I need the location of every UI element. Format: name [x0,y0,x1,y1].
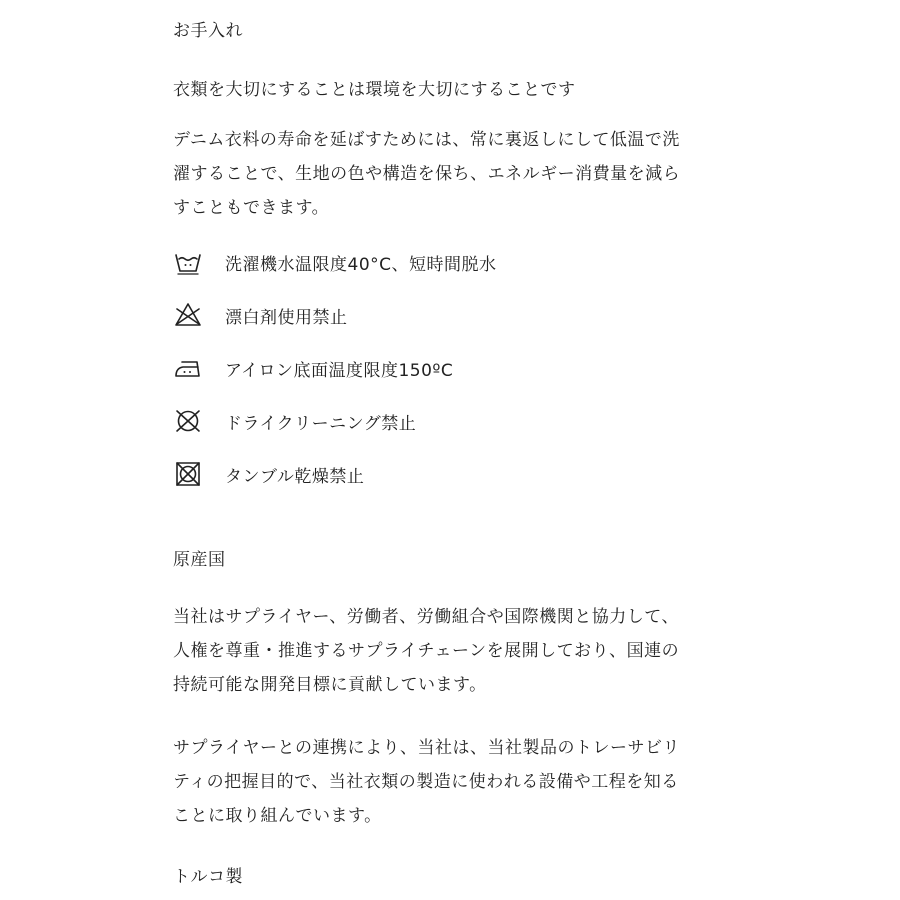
origin-paragraph-line: 人権を尊重・推進するサプライチェーンを展開しており、国連の [173,641,680,661]
care-instruction-label: タンブル乾燥禁止 [225,466,365,487]
no-bleach-icon [173,300,203,330]
wash-tub-40-icon [173,247,203,277]
care-instruction-label: ドライクリーニング禁止 [225,413,417,434]
origin-heading: 原産国 [173,550,226,570]
care-instruction-label: 漂白剤使用禁止 [225,307,348,328]
care-subheading: 衣類を大切にすることは環境を大切にすることです [173,80,576,100]
origin-paragraph-line: 持続可能な開発目標に貢献しています。 [173,675,487,695]
origin-paragraph-2 [173,731,733,833]
origin-paragraph-line: サプライヤーとの連携により、当社は、当社製品のトレーサビリ [173,738,680,758]
care-description-line: デニム衣料の寿命を延ばすためには、常に裏返しにして低温で洗 [173,130,680,150]
care-instruction-bleach [173,300,348,330]
care-instruction-dry-clean [173,406,416,436]
care-heading: お手入れ [173,21,243,41]
care-instruction-tumble-dry [173,459,364,489]
care-instruction-wash [173,247,497,277]
no-dry-clean-icon [173,406,203,436]
care-description-line: すこともできます。 [173,198,330,218]
country-of-origin: トルコ製 [173,867,243,887]
iron-medium-icon [173,353,203,383]
origin-paragraph-1 [173,600,733,702]
origin-paragraph-line: 当社はサプライヤー、労働者、労働組合や国際機関と協力して、 [173,607,679,627]
care-instruction-iron [173,353,453,383]
care-instruction-label: 洗濯機水温限度40°C、短時間脱水 [225,254,497,275]
care-description-line: 濯することで、生地の色や構造を保ち、エネルギー消費量を減ら [173,164,681,184]
origin-paragraph-line: ティの把握目的で、当社衣類の製造に使われる設備や工程を知る [173,772,679,792]
care-instruction-label: アイロン底面温度限度150ºC [225,360,454,381]
no-tumble-dry-icon [173,459,203,489]
care-description [173,123,733,225]
origin-paragraph-line: ことに取り組んでいます。 [173,806,382,826]
